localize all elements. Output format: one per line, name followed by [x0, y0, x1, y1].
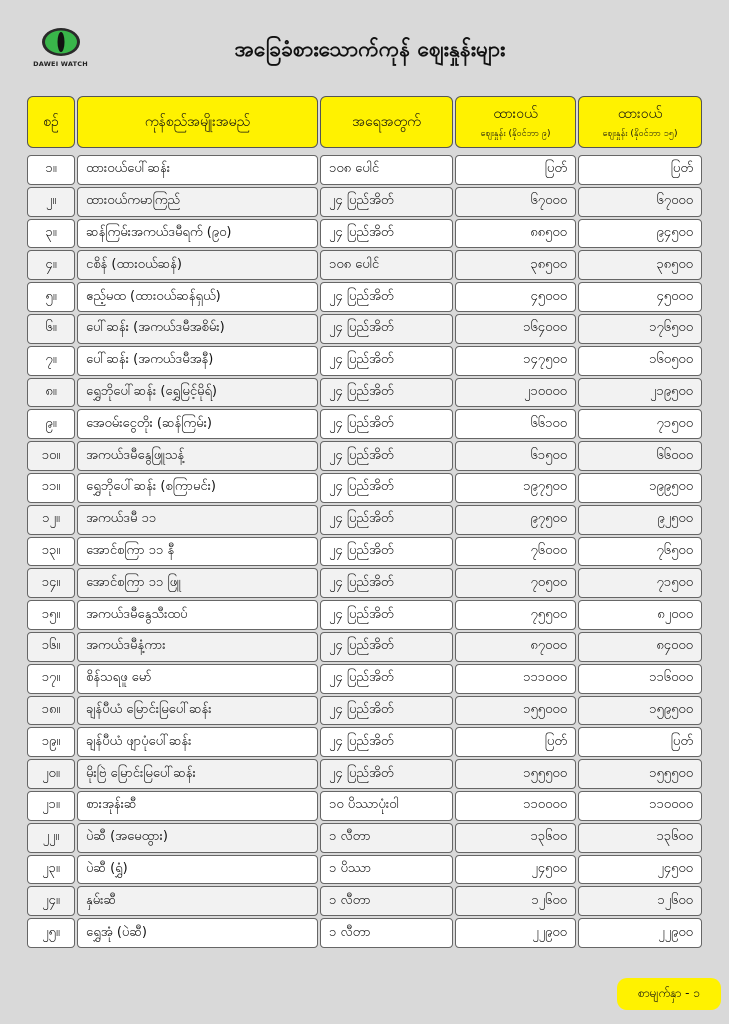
item-quantity: ၂၄ ပြည်အိတ်	[320, 378, 453, 408]
price-nov15: ၂၁၉၅၀၀	[578, 378, 702, 408]
table-row	[27, 600, 704, 630]
price-nov9: ၃၈၅၀၀	[455, 250, 576, 280]
header-no	[27, 96, 75, 148]
price-nov15: ၁၅၉၅၀၀	[578, 696, 702, 726]
price-nov9: ၁၁၁၀၀၀	[455, 664, 576, 694]
item-name: စိန်သရဖူ မော်	[77, 664, 318, 694]
table-row	[27, 187, 704, 217]
dawei-watch-logo	[33, 26, 88, 74]
table-row	[27, 346, 704, 376]
table-row	[27, 473, 704, 503]
item-name: ချန်ပီယံ ဖျာပုံပေါ်ဆန်း	[77, 727, 318, 757]
price-nov9: ၇၅၅၀၀	[455, 600, 576, 630]
price-nov15: ၁၆၀၅၀၀	[578, 346, 702, 376]
price-nov9: ၆၆၁၀၀	[455, 409, 576, 439]
price-nov15: ၁၅၅၅၀၀	[578, 759, 702, 789]
table-row	[27, 918, 704, 948]
price-nov9: ၁၄၇၅၀၀	[455, 346, 576, 376]
price-nov9: ၂၄၅၀၀	[455, 855, 576, 885]
table-row	[27, 282, 704, 312]
price-nov15: ၉၂၅၀၀	[578, 505, 702, 535]
price-nov9: ၁၅၅၀၀၀	[455, 696, 576, 726]
row-number: ၁၁။	[27, 473, 75, 503]
price-nov9: ၁၉၇၅၀၀	[455, 473, 576, 503]
price-nov9: ၂၁၀၀၀၀	[455, 378, 576, 408]
price-nov15: ၈၄၀၀၀	[578, 632, 702, 662]
table-row	[27, 823, 704, 853]
price-nov15: ၁၃၆၀၀	[578, 823, 702, 853]
page-number-badge	[617, 978, 721, 1010]
item-name: နှမ်းဆီ	[77, 886, 318, 916]
item-quantity: ၂၄ ပြည်အိတ်	[320, 568, 453, 598]
item-name: အကယ်ဒမီ ၁၁	[77, 505, 318, 535]
item-name: အကယ်ဒမီနံ့ကား	[77, 632, 318, 662]
row-number: ၁၇။	[27, 664, 75, 694]
row-number: ၆။	[27, 314, 75, 344]
table-row	[27, 791, 704, 821]
price-nov15: ၈၂၀၀၀	[578, 600, 702, 630]
item-quantity: ၂၄ ပြည်အိတ်	[320, 409, 453, 439]
table-row	[27, 568, 704, 598]
item-name: အကယ်ဒမီနွေဖြူသန့်	[77, 441, 318, 471]
row-number: ၂၁။	[27, 791, 75, 821]
row-number: ၂။	[27, 187, 75, 217]
row-number: ၈။	[27, 378, 75, 408]
item-name: ထားဝယ်ကမာကြည်	[77, 187, 318, 217]
price-nov15: ၇၁၅၀၀	[578, 409, 702, 439]
price-table-body	[27, 155, 704, 948]
item-quantity: ၂၄ ပြည်အိတ်	[320, 282, 453, 312]
row-number: ၉။	[27, 409, 75, 439]
item-quantity: ၁ ပိဿာ	[320, 855, 453, 885]
price-nov9: ၄၅၀၀၀	[455, 282, 576, 312]
table-row	[27, 441, 704, 471]
item-name: ပေါ်ဆန်း (အကယ်ဒမီအစိမ်း)	[77, 314, 318, 344]
item-quantity: ၂၄ ပြည်အိတ်	[320, 473, 453, 503]
price-nov9: ၁၃၆၀၀	[455, 823, 576, 853]
logo-text: DAWEI WATCH	[33, 60, 88, 68]
item-name: အောင်စကြာ ၁၁ နီ	[77, 537, 318, 567]
row-number: ၁၃။	[27, 537, 75, 567]
item-quantity: ၁ လီတာ	[320, 886, 453, 916]
row-number: ၂၄။	[27, 886, 75, 916]
header-item-name	[77, 96, 318, 148]
item-name: ရွှေအုံ (ပဲဆီ)	[77, 918, 318, 948]
item-quantity: ၂၄ ပြည်အိတ်	[320, 632, 453, 662]
table-row	[27, 664, 704, 694]
table-row	[27, 250, 704, 280]
table-row	[27, 219, 704, 249]
table-row	[27, 505, 704, 535]
item-name: အေဝမ်းငွေတိုး (ဆန်ကြမ်း)	[77, 409, 318, 439]
table-row	[27, 759, 704, 789]
item-quantity: ၁ လီတာ	[320, 823, 453, 853]
price-nov15: ၁၁၆၀၀၀	[578, 664, 702, 694]
item-quantity: ၂၄ ပြည်အိတ်	[320, 219, 453, 249]
item-name: အကယ်ဒမီနွေသီးထပ်	[77, 600, 318, 630]
price-nov9: ၈၇၀၀၀	[455, 632, 576, 662]
item-name: ရွှေဘိုပေါ်ဆန်း (ရွှေမြင့်မိုရ်)	[77, 378, 318, 408]
table-row	[27, 537, 704, 567]
price-nov9: ၁၁၀၀၀၀	[455, 791, 576, 821]
table-row	[27, 409, 704, 439]
row-number: ၅။	[27, 282, 75, 312]
page-title: အခြေခံစားသောက်ကုန် ဈေးနှုန်းများ	[234, 37, 506, 61]
item-name: ပဲဆီ (အမေထွား)	[77, 823, 318, 853]
header-price-nov15	[578, 96, 702, 148]
item-name: ငစိန် (ထားဝယ်ဆန်)	[77, 250, 318, 280]
price-nov15: ၂၂၉၀၀	[578, 918, 702, 948]
item-name: ပဲဆီ (ရွှံ)	[77, 855, 318, 885]
item-name: ချန်ပီယံ မြောင်းမြပေါ်ဆန်း	[77, 696, 318, 726]
item-name: ဆန်ကြမ်းအကယ်ဒမီရက် (၉၀)	[77, 219, 318, 249]
row-number: ၂၃။	[27, 855, 75, 885]
price-nov9: ၉၇၅၀၀	[455, 505, 576, 535]
price-nov15: ၇၁၅၀၀	[578, 568, 702, 598]
price-nov15: ၆၆၀၀၀	[578, 441, 702, 471]
price-nov9: ၁၆၄၀၀၀	[455, 314, 576, 344]
price-nov15: ပြတ်	[578, 155, 702, 185]
item-quantity: ၁ လီတာ	[320, 918, 453, 948]
item-name: စားအုန်းဆီ	[77, 791, 318, 821]
price-nov15: ၆၇၀၀၀	[578, 187, 702, 217]
item-quantity: ၂၄ ပြည်အိတ်	[320, 696, 453, 726]
row-number: ၁၂။	[27, 505, 75, 535]
row-number: ၂၅။	[27, 918, 75, 948]
item-quantity: ၂၄ ပြည်အိတ်	[320, 600, 453, 630]
header-sublabel: ဈေးနှုန်း (နိုဝင်ဘာ ၁၅)	[602, 128, 678, 139]
price-nov15: ပြတ်	[578, 727, 702, 757]
item-quantity: ၂၄ ပြည်အိတ်	[320, 664, 453, 694]
price-nov9: ၇၆၀၀၀	[455, 537, 576, 567]
price-nov9: ၈၈၅၀၀	[455, 219, 576, 249]
header-sublabel: ဈေးနှုန်း (နိုဝင်ဘာ ၉)	[480, 128, 551, 139]
price-nov15: ၁၁၀၀၀၀	[578, 791, 702, 821]
item-quantity: ၂၄ ပြည်အိတ်	[320, 505, 453, 535]
header-price-nov9	[455, 96, 576, 148]
table-row	[27, 378, 704, 408]
row-number: ၄။	[27, 250, 75, 280]
item-quantity: ၂၄ ပြည်အိတ်	[320, 314, 453, 344]
row-number: ၂၀။	[27, 759, 75, 789]
header-label: ကုန်စည်အမျိုးအမည်	[144, 113, 251, 130]
row-number: ၁၉။	[27, 727, 75, 757]
price-nov15: ၁၇၆၅၀၀	[578, 314, 702, 344]
table-row	[27, 855, 704, 885]
price-nov9: ၆၇၀၀၀	[455, 187, 576, 217]
item-quantity: ၁၀၈ ပေါင်	[320, 250, 453, 280]
row-number: ၁၈။	[27, 696, 75, 726]
row-number: ၁၆။	[27, 632, 75, 662]
table-row	[27, 727, 704, 757]
price-nov15: ၁၂၆၀၀	[578, 886, 702, 916]
price-nov15: ၁၉၉၅၀၀	[578, 473, 702, 503]
price-nov9: ပြတ်	[455, 155, 576, 185]
table-row	[27, 886, 704, 916]
price-nov15: ၉၄၅၀၀	[578, 219, 702, 249]
price-nov9: ၁၅၅၅၀၀	[455, 759, 576, 789]
table-row	[27, 155, 704, 185]
page-number-label: စာမျက်နှာ - ၁	[637, 986, 701, 1000]
item-quantity: ၂၄ ပြည်အိတ်	[320, 187, 453, 217]
item-quantity: ၂၄ ပြည်အိတ်	[320, 346, 453, 376]
item-name: ဧည့်မထ (ထားဝယ်ဆန်ရှယ်)	[77, 282, 318, 312]
row-number: ၁၅။	[27, 600, 75, 630]
table-row	[27, 314, 704, 344]
price-nov9: ၁၂၆၀၀	[455, 886, 576, 916]
table-row	[27, 632, 704, 662]
item-quantity: ၂၄ ပြည်အိတ်	[320, 759, 453, 789]
header-label: အရေအတွက်	[352, 113, 421, 130]
price-nov9: ပြတ်	[455, 727, 576, 757]
item-name: ထားဝယ်ပေါ်ဆန်း	[77, 155, 318, 185]
price-nov15: ၇၆၅၀၀	[578, 537, 702, 567]
item-name: ရွှေဘိုပေါ်ဆန်း (စကြာမင်း)	[77, 473, 318, 503]
table-row	[27, 696, 704, 726]
row-number: ၇။	[27, 346, 75, 376]
row-number: ၃။	[27, 219, 75, 249]
row-number: ၁။	[27, 155, 75, 185]
header-label: ထားဝယ်	[493, 105, 538, 122]
price-nov9: ၂၂၉၀၀	[455, 918, 576, 948]
price-nov9: ၆၁၅၀၀	[455, 441, 576, 471]
price-nov15: ၄၅၀၀၀	[578, 282, 702, 312]
price-nov15: ၃၈၅၀၀	[578, 250, 702, 280]
item-quantity: ၁၀၈ ပေါင်	[320, 155, 453, 185]
row-number: ၂၂။	[27, 823, 75, 853]
header-label: ထားဝယ်	[617, 105, 663, 122]
row-number: ၁၄။	[27, 568, 75, 598]
header-label: စဉ်	[43, 113, 59, 130]
header-quantity	[320, 96, 453, 148]
table-header	[27, 96, 704, 148]
item-quantity: ၂၄ ပြည်အိတ်	[320, 727, 453, 757]
item-quantity: ၂၄ ပြည်အိတ်	[320, 441, 453, 471]
item-name: မိုးဗြဲ မြောင်းမြပေါ်ဆန်း	[77, 759, 318, 789]
price-nov15: ၂၄၅၀၀	[578, 855, 702, 885]
eye-logo-icon	[39, 26, 83, 58]
item-quantity: ၁၀ ပိဿာပုံးဝါ	[320, 791, 453, 821]
item-name: အောင်စကြာ ၁၁ ဖြူ	[77, 568, 318, 598]
item-name: ပေါ်ဆန်း (အကယ်ဒမီအနီ)	[77, 346, 318, 376]
row-number: ၁၀။	[27, 441, 75, 471]
item-quantity: ၂၄ ပြည်အိတ်	[320, 537, 453, 567]
price-nov9: ၇၀၅၀၀	[455, 568, 576, 598]
